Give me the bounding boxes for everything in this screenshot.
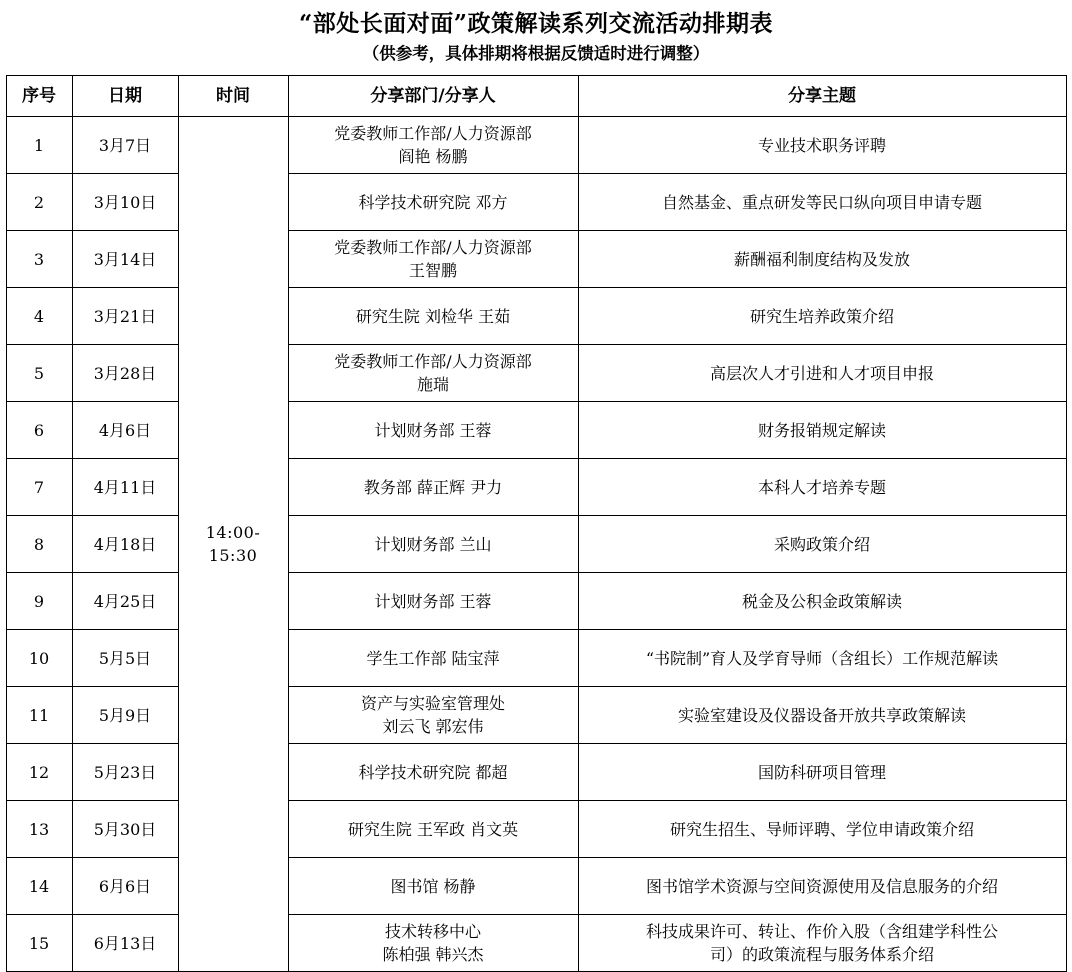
department-line: 教务部 薛正辉 尹力 [363, 477, 503, 497]
department-line: 党委教师工作部/人力资源部 [334, 238, 532, 258]
topic-line: 高层次人才引进和人才项目申报 [709, 363, 934, 383]
department-line: 党委教师工作部/人力资源部 [334, 124, 532, 144]
department-line: 技术转移中心 [384, 922, 481, 942]
cell-topic [578, 345, 1066, 402]
table-row [6, 915, 1066, 972]
department-line: 图书馆 杨静 [390, 876, 476, 896]
cell-row-number: 5 [6, 345, 72, 402]
cell-topic [578, 288, 1066, 345]
cell-date: 5月30日 [72, 801, 178, 858]
topic-line: 图书馆学术资源与空间资源使用及信息服务的介绍 [645, 876, 998, 896]
cell-row-number: 3 [6, 231, 72, 288]
cell-topic [578, 402, 1066, 459]
cell-department-presenter [288, 801, 578, 858]
presenter-line: 王智鹏 [408, 261, 457, 281]
cell-department-presenter [288, 459, 578, 516]
topic-line: 薪酬福利制度结构及发放 [733, 249, 910, 269]
topic-line: 本科人才培养专题 [757, 477, 886, 497]
cell-row-number: 6 [6, 402, 72, 459]
department-line: 科学技术研究院 邓方 [358, 192, 508, 212]
cell-department-presenter [288, 687, 578, 744]
table-row [6, 402, 1066, 459]
topic-line: 科技成果许可、转让、作价入股（含组建学科性公 [645, 922, 998, 942]
topic-line-continued: 司）的政策流程与服务体系介绍 [709, 945, 934, 965]
department-line: 研究生院 王军政 肖文英 [347, 819, 519, 839]
table-row [6, 345, 1066, 402]
department-line: 党委教师工作部/人力资源部 [334, 352, 532, 372]
cell-date: 4月25日 [72, 573, 178, 630]
cell-department-presenter [288, 516, 578, 573]
cell-topic [578, 174, 1066, 231]
cell-department-presenter [288, 630, 578, 687]
topic-line: 研究生培养政策介绍 [749, 306, 894, 326]
cell-topic [578, 516, 1066, 573]
department-line: 资产与实验室管理处 [360, 694, 505, 714]
department-line: 计划财务部 王蓉 [374, 591, 492, 611]
topic-line: “书院制”育人及学育导师（含组长）工作规范解读 [645, 648, 999, 668]
cell-date: 3月28日 [72, 345, 178, 402]
time-end: 15:30 [208, 546, 258, 566]
cell-row-number: 8 [6, 516, 72, 573]
cell-topic [578, 915, 1066, 972]
cell-time-span [178, 117, 288, 972]
cell-row-number: 14 [6, 858, 72, 915]
topic-line: 自然基金、重点研发等民口纵向项目申请专题 [661, 192, 982, 212]
cell-date: 6月13日 [72, 915, 178, 972]
cell-row-number: 10 [6, 630, 72, 687]
table-row [6, 117, 1066, 174]
cell-department-presenter [288, 744, 578, 801]
department-line: 计划财务部 王蓉 [374, 420, 492, 440]
presenter-line: 施瑞 [416, 375, 449, 395]
presenter-line: 刘云飞 郭宏伟 [382, 717, 484, 737]
cell-row-number: 11 [6, 687, 72, 744]
department-line: 学生工作部 陆宝萍 [366, 648, 500, 668]
title-block [0, 0, 1072, 67]
column-header-topic: 分享主题 [578, 76, 1066, 117]
presenter-line: 阎艳 杨鹏 [398, 147, 468, 167]
cell-department-presenter [288, 915, 578, 972]
table-row [6, 516, 1066, 573]
cell-topic [578, 744, 1066, 801]
cell-topic [578, 630, 1066, 687]
table-row [6, 801, 1066, 858]
table-row [6, 687, 1066, 744]
topic-line: 国防科研项目管理 [757, 762, 886, 782]
table-row [6, 630, 1066, 687]
department-line: 科学技术研究院 都超 [358, 762, 508, 782]
cell-topic [578, 231, 1066, 288]
cell-row-number: 1 [6, 117, 72, 174]
table-header-row [6, 76, 1066, 117]
cell-department-presenter [288, 573, 578, 630]
cell-row-number: 9 [6, 573, 72, 630]
table-row [6, 573, 1066, 630]
cell-date: 3月7日 [72, 117, 178, 174]
cell-row-number: 12 [6, 744, 72, 801]
schedule-table [6, 75, 1067, 972]
cell-topic [578, 117, 1066, 174]
cell-date: 6月6日 [72, 858, 178, 915]
cell-topic [578, 687, 1066, 744]
cell-row-number: 4 [6, 288, 72, 345]
table-row [6, 858, 1066, 915]
table-row [6, 744, 1066, 801]
page-subtitle: （供参考，具体排期将根据反馈适时进行调整） [362, 44, 710, 64]
cell-row-number: 2 [6, 174, 72, 231]
column-header-date: 日期 [72, 76, 178, 117]
topic-line: 实验室建设及仪器设备开放共享政策解读 [677, 705, 966, 725]
cell-department-presenter [288, 117, 578, 174]
cell-topic [578, 573, 1066, 630]
cell-department-presenter [288, 345, 578, 402]
cell-row-number: 13 [6, 801, 72, 858]
topic-line: 采购政策介绍 [773, 534, 870, 554]
column-header-dept: 分享部门/分享人 [288, 76, 578, 117]
cell-date: 4月11日 [72, 459, 178, 516]
topic-line: 财务报销规定解读 [757, 420, 886, 440]
cell-date: 5月23日 [72, 744, 178, 801]
cell-date: 4月18日 [72, 516, 178, 573]
cell-department-presenter [288, 288, 578, 345]
cell-department-presenter [288, 858, 578, 915]
table-row [6, 174, 1066, 231]
column-header-no: 序号 [6, 76, 72, 117]
time-start: 14:00- [205, 523, 261, 543]
cell-topic [578, 459, 1066, 516]
cell-department-presenter [288, 402, 578, 459]
table-row [6, 288, 1066, 345]
cell-topic [578, 858, 1066, 915]
cell-department-presenter [288, 231, 578, 288]
cell-topic [578, 801, 1066, 858]
cell-row-number: 7 [6, 459, 72, 516]
cell-date: 3月21日 [72, 288, 178, 345]
topic-line: 专业技术职务评聘 [757, 135, 886, 155]
cell-date: 3月14日 [72, 231, 178, 288]
cell-date: 3月10日 [72, 174, 178, 231]
department-line: 计划财务部 兰山 [374, 534, 492, 554]
cell-date: 4月6日 [72, 402, 178, 459]
topic-line: 研究生招生、导师评聘、学位申请政策介绍 [669, 819, 974, 839]
cell-date: 5月9日 [72, 687, 178, 744]
table-row [6, 231, 1066, 288]
table-row [6, 459, 1066, 516]
cell-date: 5月5日 [72, 630, 178, 687]
cell-row-number: 15 [6, 915, 72, 972]
page-title: “部处长面对面”政策解读系列交流活动排期表 [299, 10, 773, 37]
presenter-line: 陈柏强 韩兴杰 [382, 945, 484, 965]
cell-department-presenter [288, 174, 578, 231]
column-header-time: 时间 [178, 76, 288, 117]
topic-line: 税金及公积金政策解读 [741, 591, 902, 611]
department-line: 研究生院 刘检华 王茹 [355, 306, 511, 326]
